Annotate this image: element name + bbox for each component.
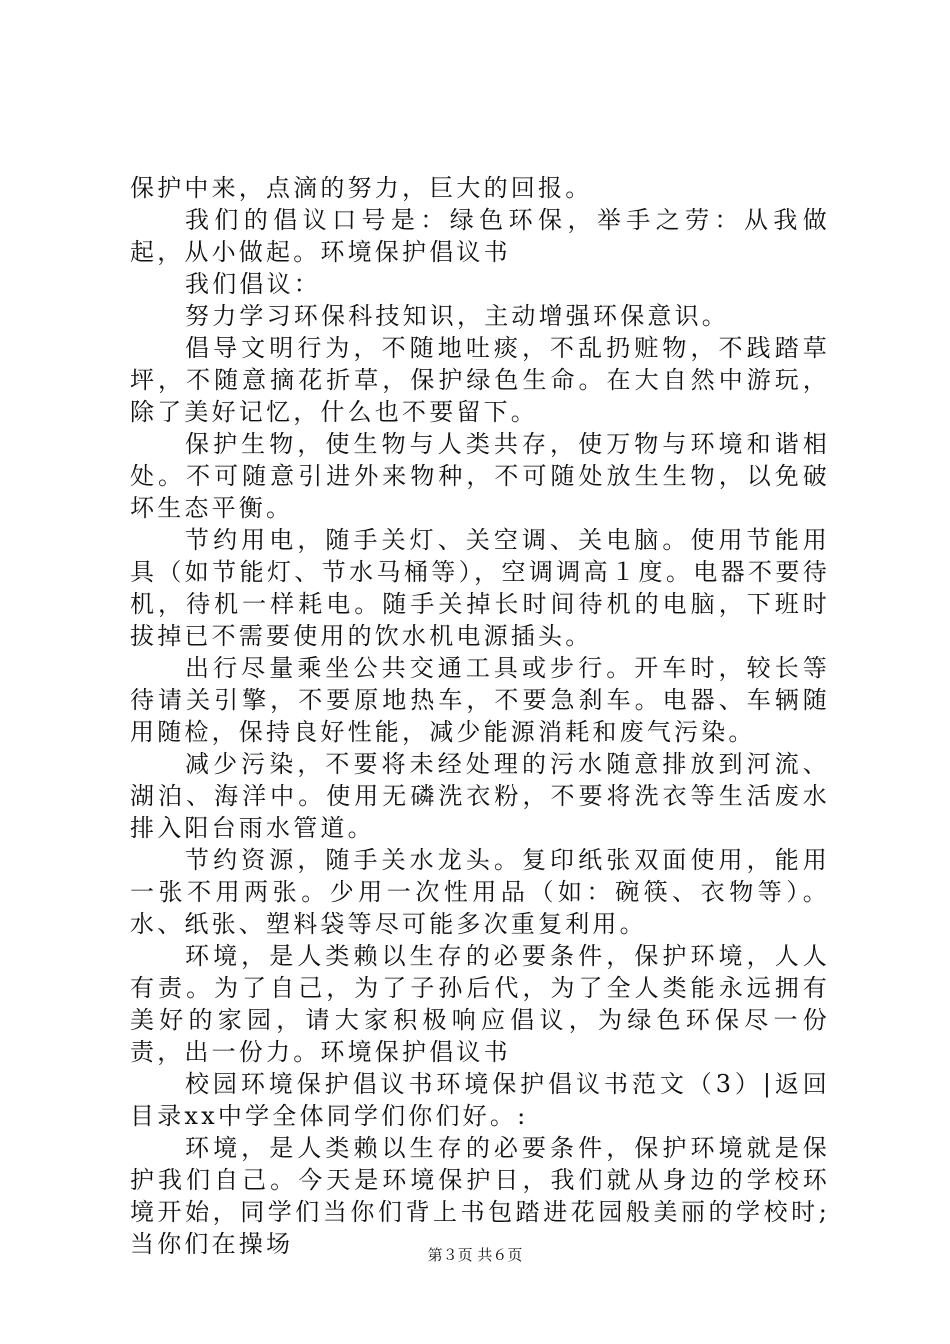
paragraph: 我们的倡议口号是：绿色环保，举手之劳：从我做起，从小做起。环境保护倡议书	[130, 206, 830, 266]
paragraph: 保护中来，点滴的努力，巨大的回报。	[130, 174, 593, 202]
paragraph: 环境，是人类赖以生存的必要条件，保护环境就是保护我们自己。今天是环境保护日，我们就从身边的学校环境开始，同学们当你们背上书包踏进花园般美丽的学校时;当你们在操场	[130, 1134, 830, 1258]
document-body	[130, 172, 830, 1260]
paragraph: 节约用电，随手关灯、关空调、关电脑。使用节能用具（如节能灯、节水马桶等），空调调高１度。电器不要待机，待机一样耗电。随手关掉长时间待机的电脑，下班时拔掉已不需要使用的饮水机电源插头。	[130, 526, 830, 650]
paragraph: 减少污染，不要将未经处理的污水随意排放到河流、湖泊、海洋中。使用无磷洗衣粉，不要将洗衣等生活废水排入阳台雨水管道。	[130, 750, 830, 842]
paragraph: 倡导文明行为，不随地吐痰，不乱扔赃物，不践踏草坪，不随意摘花折草，保护绿色生命。在大自然中游玩，除了美好记忆，什么也不要留下。	[130, 334, 830, 426]
paragraph: 节约资源，随手关水龙头。复印纸张双面使用，能用一张不用两张。少用一次性用品（如：碗筷、衣物等）。水、纸张、塑料袋等尽可能多次重复利用。	[130, 846, 830, 938]
paragraph: 保护生物，使生物与人类共存，使万物与环境和谐相处。不可随意引进外来物种，不可随处放生生物，以免破坏生态平衡。	[130, 430, 830, 522]
paragraph: 我们倡议：	[185, 270, 321, 298]
paragraph: 出行尽量乘坐公共交通工具或步行。开车时，较长等待请关引擎，不要原地热车，不要急刹车。电器、车辆随用随检，保持良好性能，减少能源消耗和废气污染。	[130, 654, 830, 746]
paragraph: 努力学习环保科技知识，主动增强环保意识。	[185, 302, 729, 330]
paragraph: 校园环境保护倡议书环境保护倡议书范文（3）|返回目录xx中学全体同学们你们好。:	[130, 1070, 830, 1130]
paragraph: 环境，是人类赖以生存的必要条件，保护环境，人人有责。为了自己，为了子孙后代，为了全人类能永远拥有美好的家园，请大家积极响应倡议，为绿色环保尽一份责，出一份力。环境保护倡议书	[130, 942, 830, 1066]
page-number-footer: 第３页 共６页	[427, 1246, 523, 1264]
